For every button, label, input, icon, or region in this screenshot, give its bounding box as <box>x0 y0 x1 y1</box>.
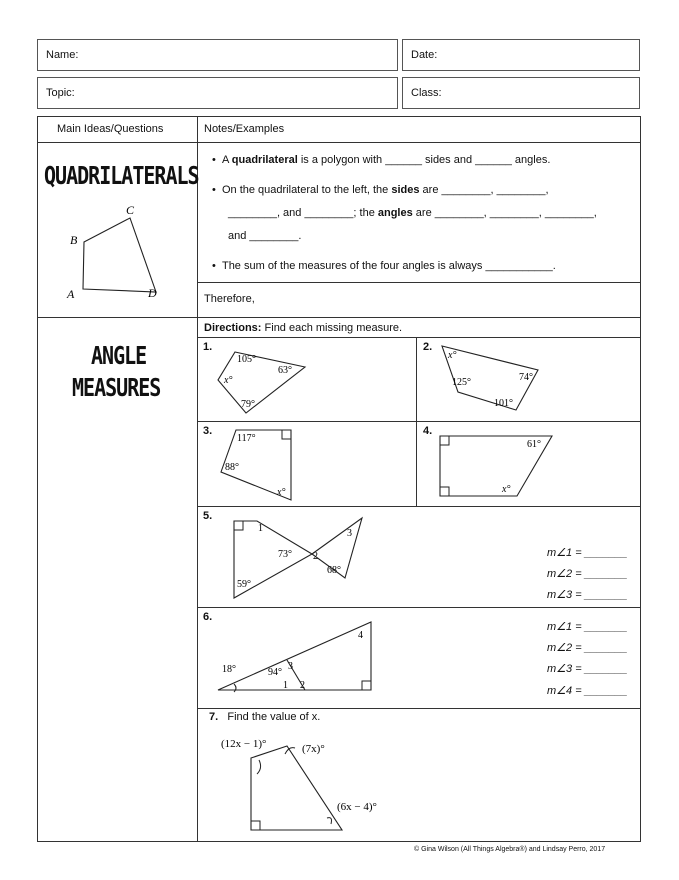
left-column-heading: Main Ideas/Questions <box>57 123 164 135</box>
class-field[interactable] <box>402 77 640 109</box>
problem-6-number: 6. <box>203 611 213 623</box>
problem-7-figure <box>215 730 395 834</box>
vertex-label-d: D <box>148 286 157 300</box>
directions: Directions: Find each missing measure. <box>204 322 403 334</box>
svg-text:59°: 59° <box>237 579 251 590</box>
svg-text:125°: 125° <box>452 377 471 388</box>
svg-text:105°: 105° <box>237 354 256 365</box>
right-column-heading: Notes/Examples <box>204 123 285 135</box>
svg-text:2: 2 <box>313 551 318 562</box>
bullet-sides-angles-line3: and ________. <box>228 230 302 242</box>
svg-text:88°: 88° <box>225 462 239 473</box>
svg-text:x°: x° <box>224 375 233 386</box>
svg-text:(6x − 4)°: (6x − 4)° <box>337 801 377 813</box>
name-field[interactable] <box>37 39 398 71</box>
svg-text:68°: 68° <box>327 565 341 576</box>
problem-6-answer-1[interactable]: m∠1 = _______ <box>547 621 628 633</box>
grid-line-h3 <box>197 506 641 507</box>
quadrilaterals-title: QUADRILATERALS <box>44 160 199 190</box>
svg-text:4: 4 <box>358 630 363 641</box>
problem-4-figure <box>432 428 562 500</box>
svg-text:18°: 18° <box>222 664 236 675</box>
svg-text:61°: 61° <box>527 439 541 450</box>
svg-text:1: 1 <box>283 680 288 691</box>
problem-5-answer-2[interactable]: m∠2 = _______ <box>547 568 628 580</box>
problem-5-figure <box>225 512 375 604</box>
therefore-divider <box>197 282 641 283</box>
problem-5-number: 5. <box>203 510 213 522</box>
grid-line-h5 <box>197 708 641 709</box>
problem-2-figure <box>430 340 550 418</box>
problem-6-figure <box>212 612 377 694</box>
svg-text:94°: 94° <box>268 667 282 678</box>
problem-1-number: 1. <box>203 341 213 353</box>
column-divider <box>197 116 198 842</box>
svg-text:79°: 79° <box>241 399 255 410</box>
grid-line-v1 <box>416 337 417 506</box>
date-field[interactable] <box>402 39 640 71</box>
svg-text:3: 3 <box>288 661 293 672</box>
svg-text:(7x)°: (7x)° <box>302 743 325 755</box>
grid-line-h4 <box>197 607 641 608</box>
vertex-label-a: A <box>67 287 75 301</box>
bullet-angle-sum: • The sum of the measures of the four angles is always ___________. <box>212 260 556 272</box>
problem-6-answer-3[interactable]: m∠3 = _______ <box>547 663 628 675</box>
grid-line-h1 <box>197 337 641 338</box>
vertex-label-c: C <box>126 203 135 217</box>
svg-text:63°: 63° <box>278 365 292 376</box>
header-row-divider <box>37 142 641 143</box>
date-label: Date: <box>411 49 438 61</box>
problem-3-figure <box>215 424 305 504</box>
problem-4-number: 4. <box>423 425 433 437</box>
svg-text:x°: x° <box>277 487 286 498</box>
svg-text:73°: 73° <box>278 549 292 560</box>
therefore-label: Therefore, <box>204 293 255 305</box>
problem-5-answer-3[interactable]: m∠3 = _______ <box>547 589 628 601</box>
name-label: Name: <box>46 49 79 61</box>
vertex-label-b: B <box>70 233 78 247</box>
topic-field[interactable] <box>37 77 398 109</box>
class-label: Class: <box>411 87 442 99</box>
bullet-sides-angles-line2: ________, and ________; the angles are ________, ________, ________, <box>228 207 597 219</box>
grid-line-h2 <box>197 421 641 422</box>
svg-text:(12x − 1)°: (12x − 1)° <box>221 738 267 750</box>
bullet-quadrilateral-definition: • A quadrilateral is a polygon with ______ sides and ______ angles. <box>212 154 551 166</box>
svg-text:3: 3 <box>347 528 352 539</box>
svg-text:117°: 117° <box>237 433 256 444</box>
topic-label: Topic: <box>46 87 75 99</box>
svg-text:74°: 74° <box>519 372 533 383</box>
angle-title-line2: MEASURES <box>72 372 161 402</box>
svg-text:x°: x° <box>502 484 511 495</box>
problem-5-answer-1[interactable]: m∠1 = _______ <box>547 547 628 559</box>
angle-title-line1: ANGLE <box>91 340 147 370</box>
svg-text:x°: x° <box>448 350 457 361</box>
problem-2-number: 2. <box>423 341 433 353</box>
bullet-sides-angles-line1: • On the quadrilateral to the left, the sides are ________, ________, <box>212 184 549 196</box>
svg-text:2: 2 <box>300 680 305 691</box>
problem-1-figure <box>210 340 320 418</box>
copyright-footer: © Gina Wilson (All Things Algebra®) and Lindsay Perro, 2017 <box>414 846 606 853</box>
svg-text:1: 1 <box>258 523 263 534</box>
problem-6-answer-2[interactable]: m∠2 = _______ <box>547 642 628 654</box>
problem-7-prompt: 7. Find the value of x. <box>209 711 321 723</box>
section-divider <box>37 317 641 318</box>
problem-3-number: 3. <box>203 425 213 437</box>
problem-6-answer-4[interactable]: m∠4 = _______ <box>547 685 628 697</box>
svg-text:101°: 101° <box>494 398 513 409</box>
quadrilateral-abcd-figure <box>60 200 170 305</box>
